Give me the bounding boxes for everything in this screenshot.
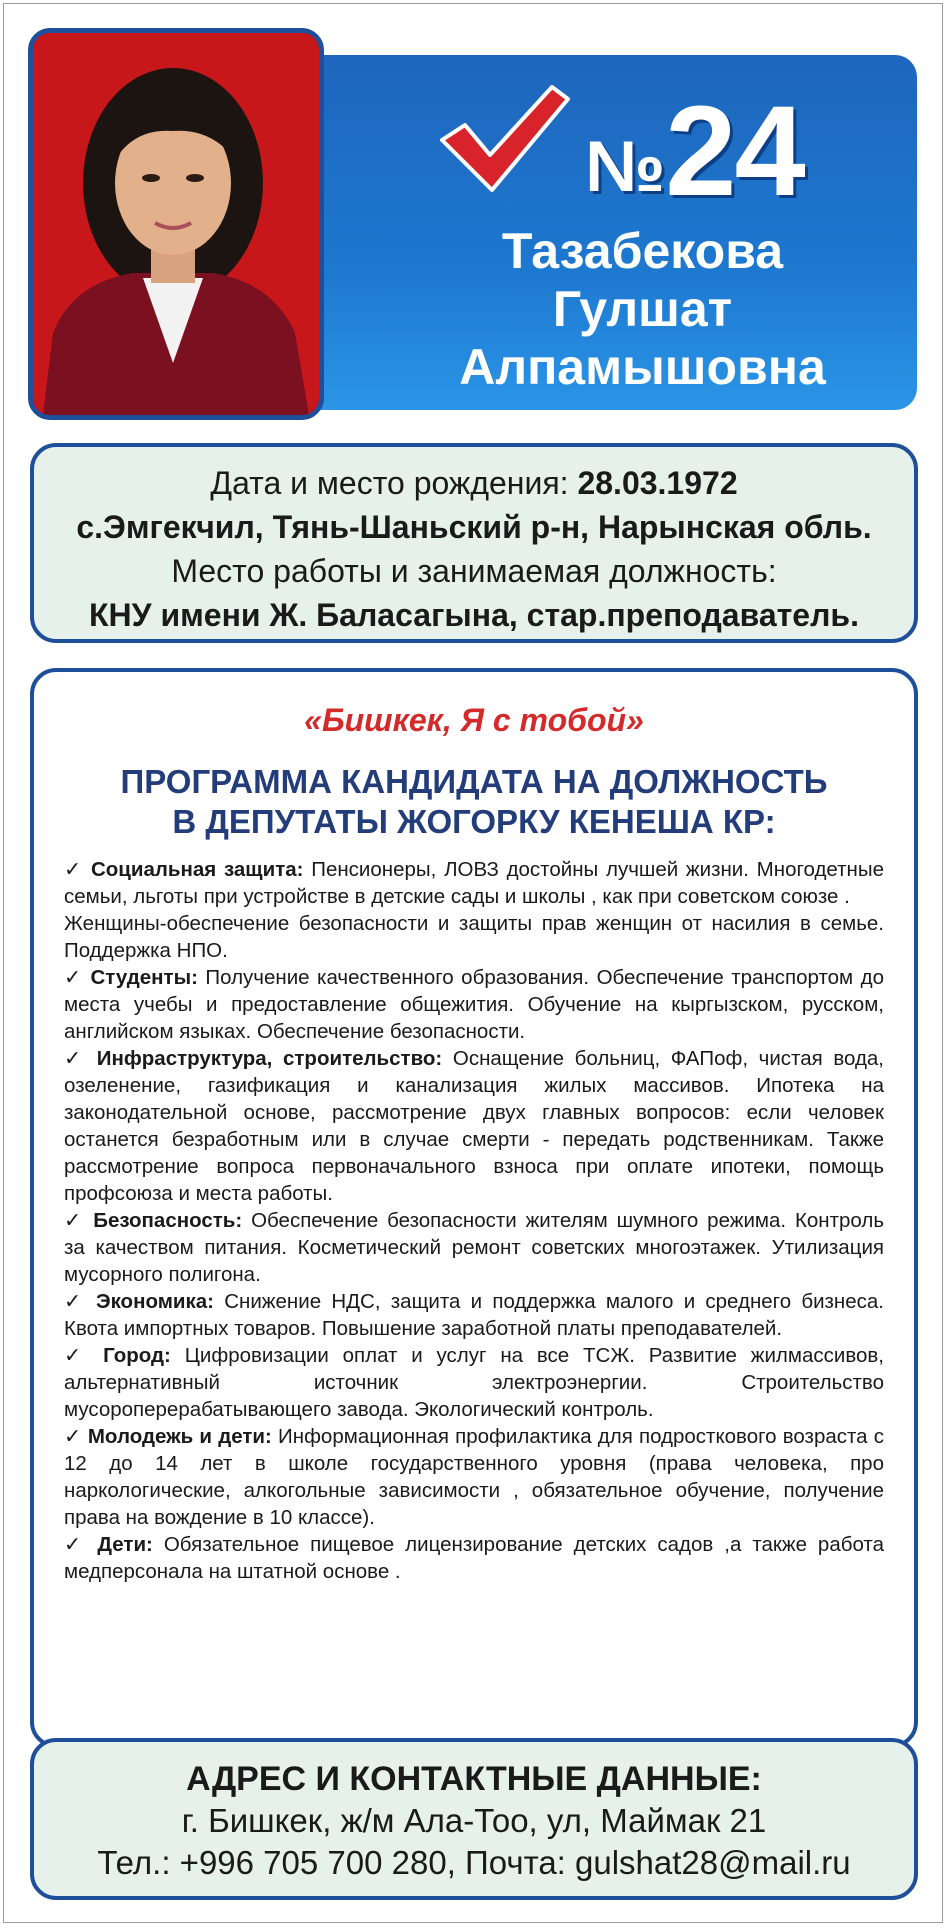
program-item-security xyxy=(64,1207,884,1288)
item-text: Получение качественного образования. Обеспечение транспортом до места учебы и предоставление общежития. Обучение на кыргызском, русском, английском языках. Обеспечение безопасности. xyxy=(64,966,884,1043)
program-item-city xyxy=(64,1342,884,1423)
contacts-title: АДРЕС И КОНТАКТНЫЕ ДАННЫЕ: xyxy=(186,1760,762,1798)
birth-place: с.Эмгекчил, Тянь-Шаньский р-н, Нарынская обль. xyxy=(76,509,872,545)
program-item-youth xyxy=(64,1423,884,1531)
name-line: Гулшат xyxy=(552,281,733,337)
program-title xyxy=(64,762,884,842)
check-icon: ✓ xyxy=(64,1425,82,1448)
name-line: Алпамышовна xyxy=(459,339,826,395)
check-icon: ✓ xyxy=(64,858,84,881)
candidate-name xyxy=(380,222,905,396)
item-text: Снижение НДС, защита и поддержка малого и среднего бизнеса. Квота импортных товаров. Повышение заработной платы преподавателей. xyxy=(64,1290,884,1340)
program-item-social-extra: Женщины-обеспечение безопасности и защиты прав женщин от насилия в семье. Поддержка НПО. xyxy=(64,912,884,962)
item-text: Обеспечение безопасности жителям шумного режима. Контроль за качеством питания. Косметический ремонт советских многоэтажек. Утилизация мусорного полигона. xyxy=(64,1209,884,1286)
birth-line xyxy=(34,461,914,505)
contacts-phone-email: Тел.: +996 705 700 280, Почта: gulshat28@mail.ru xyxy=(97,1844,851,1881)
checkmark-icon xyxy=(440,85,570,200)
check-icon: ✓ xyxy=(64,1344,90,1367)
program-items xyxy=(64,856,884,1585)
check-icon: ✓ xyxy=(64,1533,87,1556)
check-icon: ✓ xyxy=(64,1047,87,1070)
program-item-children xyxy=(64,1531,884,1585)
program-item-students xyxy=(64,964,884,1045)
item-text: Цифровизации оплат и услуг на все ТСЖ. Развитие жилмассивов, альтернативный источник электроэнергии. Строительство мусороперерабатывающего завода. Экологический контроль. xyxy=(64,1344,884,1421)
work-label: Место работы и занимаемая должность: xyxy=(171,553,777,589)
check-icon: ✓ xyxy=(64,1209,85,1232)
slogan: «Бишкек, Я с тобой» xyxy=(304,702,644,738)
work-value: КНУ имени Ж. Баласагына, стар.преподаватель. xyxy=(89,597,859,633)
contacts-address: г. Бишкек, ж/м Ала-Тоо, ул, Маймак 21 xyxy=(181,1802,767,1839)
program-box xyxy=(30,668,918,1748)
item-text: Пенсионеры, ЛОВЗ достойны лучшей жизни. Многодетные семьи, льготы при устройстве в детские сады и школы , как при советском союзе . xyxy=(64,858,884,908)
item-heading: Инфраструктура, строительство: xyxy=(96,1047,443,1070)
item-text: Обязательное пищевое лицензирование детских садов ,а также работа медперсонала на штатной основе . xyxy=(64,1533,884,1583)
program-item-economy xyxy=(64,1288,884,1342)
item-heading: Социальная защита: xyxy=(90,858,304,881)
item-heading: Студенты: xyxy=(90,966,198,989)
check-icon: ✓ xyxy=(64,1290,86,1313)
birth-label: Дата и место рождения: xyxy=(210,465,578,501)
program-item-infrastructure xyxy=(64,1045,884,1207)
item-heading: Экономика: xyxy=(95,1290,214,1313)
name-line: Тазабекова xyxy=(501,223,784,279)
number-prefix: № xyxy=(585,127,666,207)
birth-date: 28.03.1972 xyxy=(577,465,738,501)
check-icon: ✓ xyxy=(64,966,83,989)
item-heading: Безопасность: xyxy=(93,1209,243,1232)
program-item-social xyxy=(64,856,884,910)
item-text: Оснащение больниц, ФАПоф, чистая вода, озеленение, газификация и канализация жилых массивов. Ипотека на законодательной основе, рассмотрение двух главных вопросов: если человек останется безработным или в случае смерти - передать родственникам. Также рассмотрение вопроса первоначального взноса при оплате ипотеки, помощь профсоюза и места работы. xyxy=(64,1047,885,1205)
program-title-line: В ДЕПУТАТЫ ЖОГОРКУ КЕНЕША КР: xyxy=(172,803,776,840)
contacts-box xyxy=(30,1738,918,1900)
candidate-photo xyxy=(28,28,324,420)
item-heading: Город: xyxy=(103,1344,171,1367)
item-heading: Молодежь и дети: xyxy=(87,1425,272,1448)
item-text: Информационная профилактика для подросткового возраста с 12 до 14 лет в школе государственного уровня (права человека, про наркологические, алкогольные зависимости , обязательное обучение, получение права на вождение в 10 классе). xyxy=(64,1425,884,1529)
item-heading: Дети: xyxy=(97,1533,153,1556)
program-title-line: ПРОГРАММА КАНДИДАТА НА ДОЛЖНОСТЬ xyxy=(120,763,828,800)
info-box xyxy=(30,443,918,643)
number-value: 24 xyxy=(665,80,804,223)
candidate-number xyxy=(585,80,804,223)
